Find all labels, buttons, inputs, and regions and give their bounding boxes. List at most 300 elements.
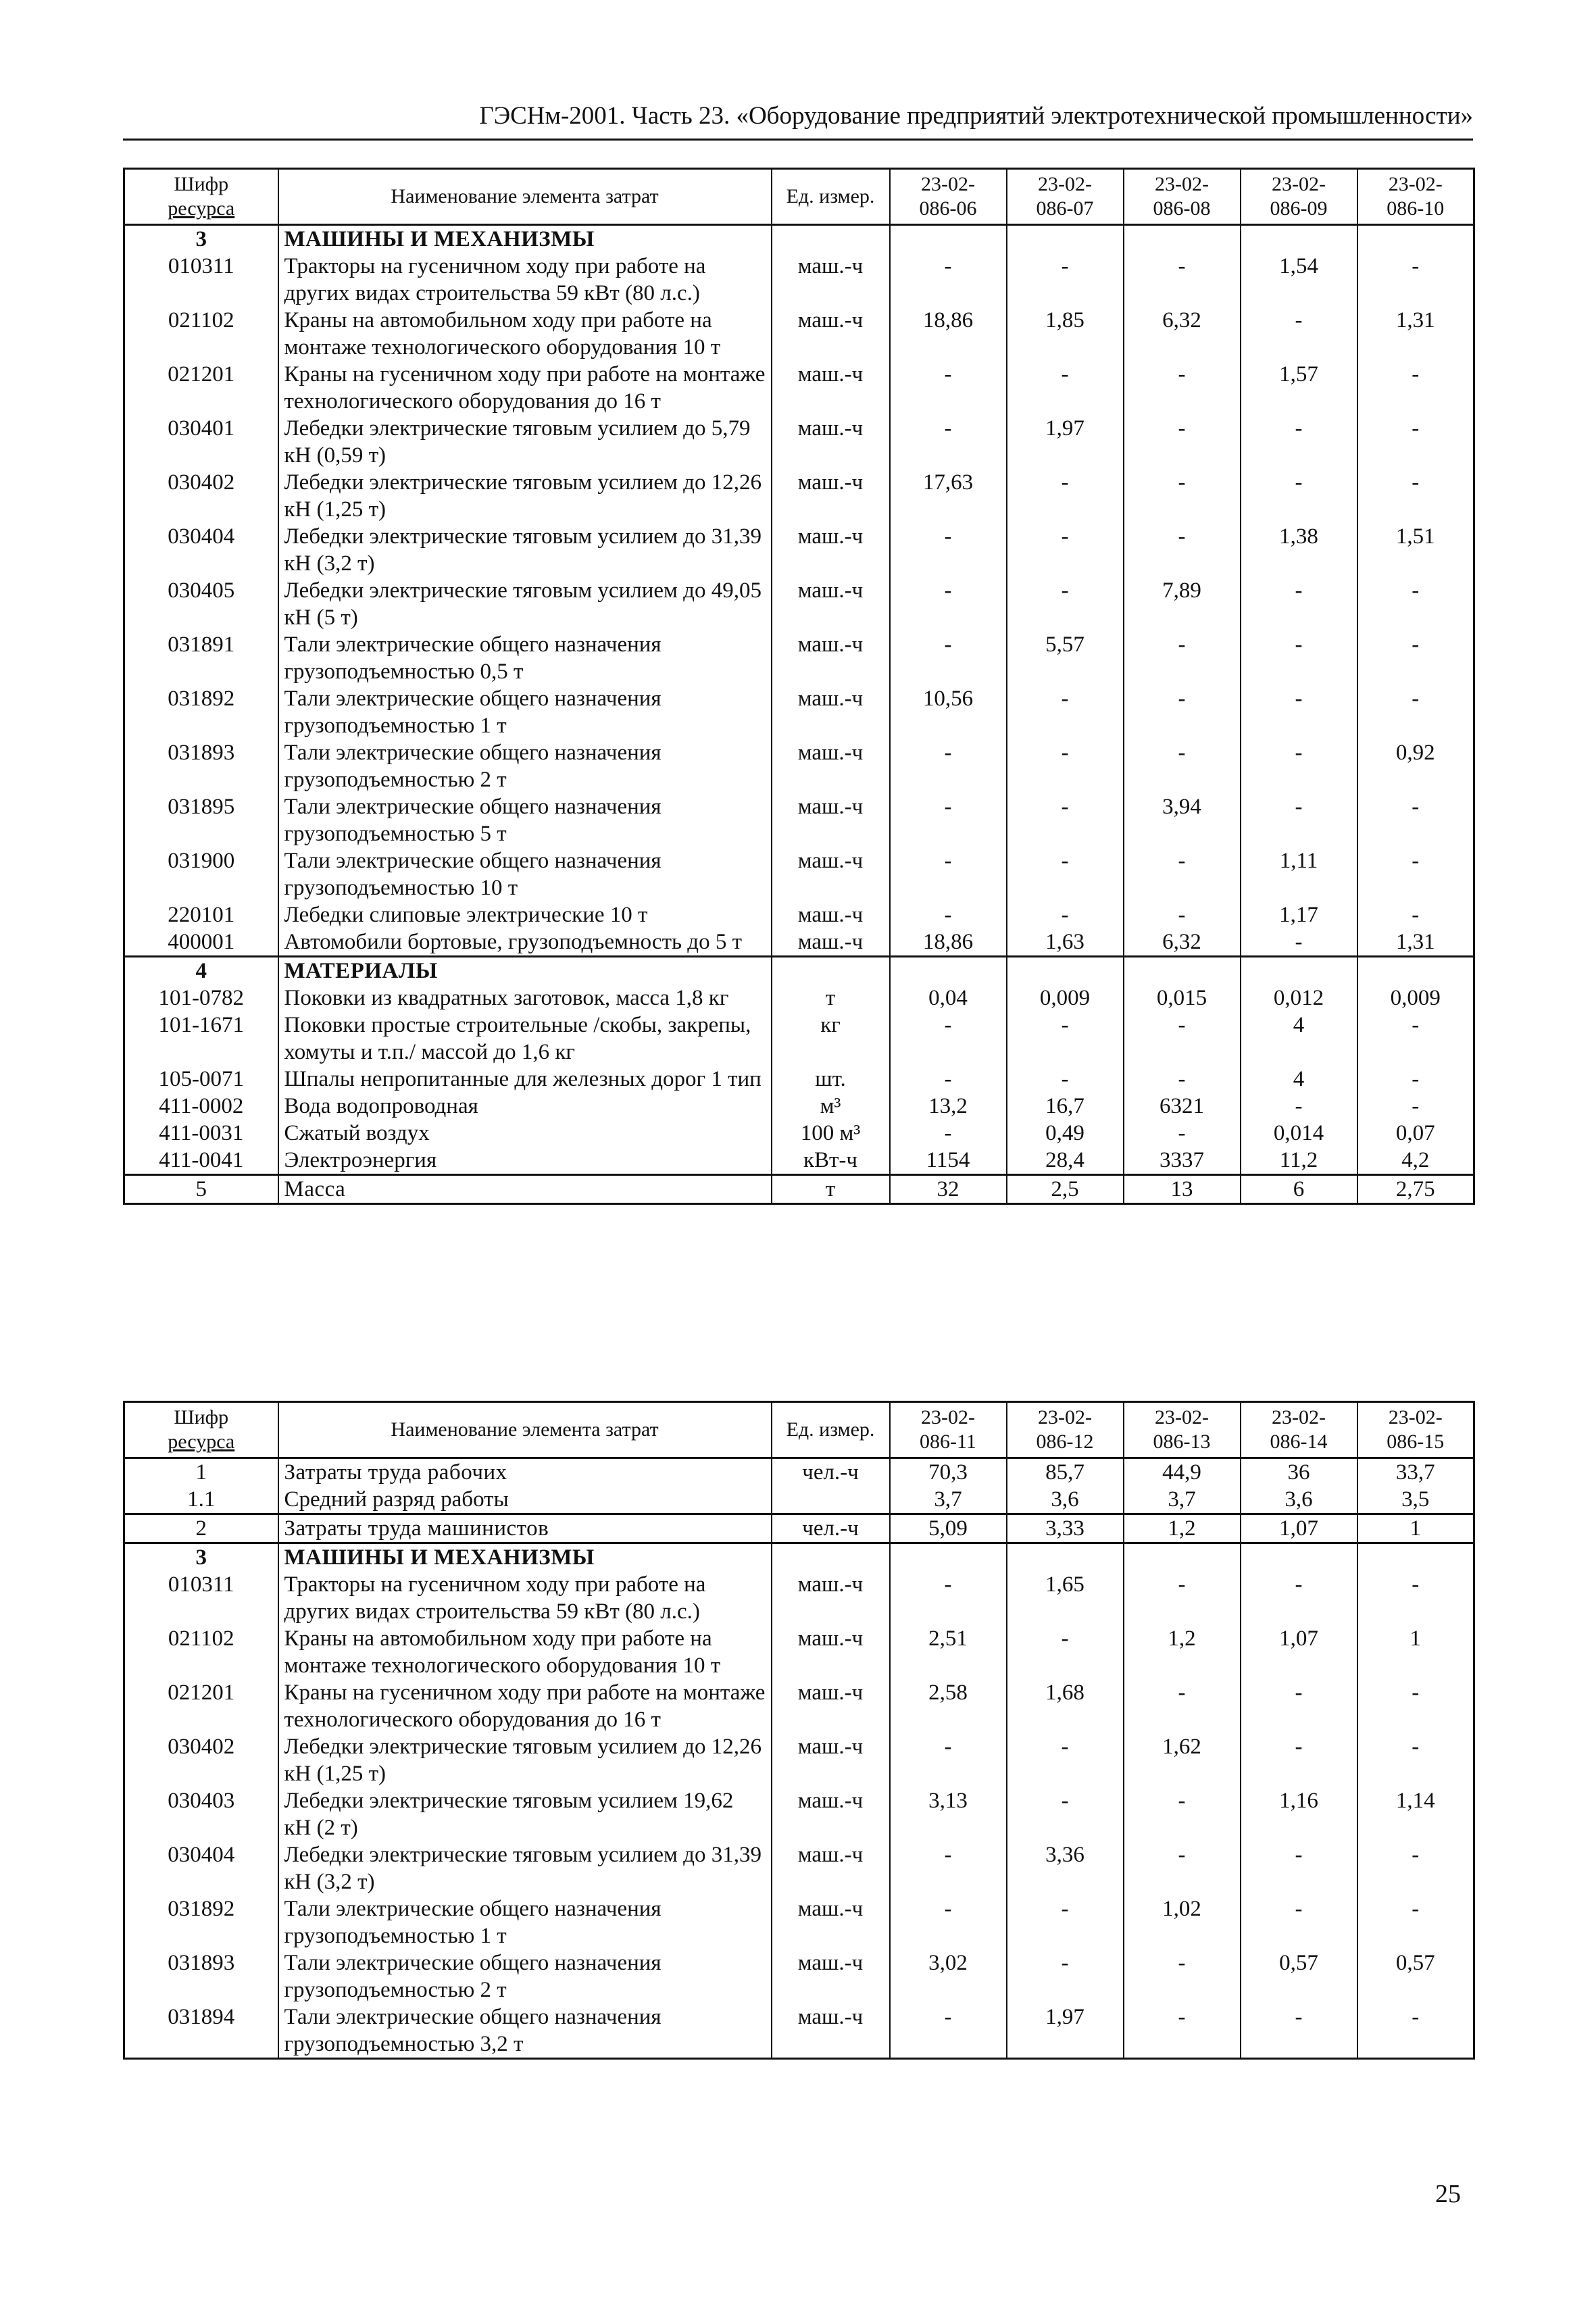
resource-code: 105-0071 [124, 1066, 278, 1093]
resource-name: Тали электрические общего назначения грузоподъемностью 1 т [278, 685, 772, 739]
norm-value: 0,012 [1241, 985, 1357, 1012]
norm-value: - [1124, 1949, 1241, 2003]
table-row [124, 631, 1474, 685]
table-row [124, 1625, 1474, 1679]
norm-value: - [1007, 1787, 1124, 1841]
resource-code: 021102 [124, 1625, 278, 1679]
norm-value: - [1241, 415, 1357, 469]
table-row [124, 1949, 1474, 2003]
resource-name: Поковки простые строительные /скобы, закрепы, хомуты и т.п./ массой до 1,6 кг [278, 1012, 772, 1066]
norm-value [890, 225, 1007, 253]
header-rule [123, 139, 1473, 141]
resource-code: 5 [124, 1175, 278, 1204]
norm-value: - [1124, 361, 1241, 415]
norm-value [1124, 957, 1241, 985]
norm-value: 2,51 [890, 1625, 1007, 1679]
norm-value [1241, 225, 1357, 253]
norm-value: - [1124, 901, 1241, 928]
norm-value: - [1357, 253, 1474, 307]
norm-value: - [1241, 685, 1357, 739]
norm-value: - [1124, 415, 1241, 469]
norm-value: - [1124, 1787, 1241, 1841]
resource-name: Электроэнергия [278, 1147, 772, 1175]
norm-value: - [1007, 1012, 1124, 1066]
norm-value: 1,14 [1357, 1787, 1474, 1841]
norm-value: - [1241, 1571, 1357, 1625]
resource-table-086-11-15 [123, 1401, 1475, 2060]
resource-code: 411-0002 [124, 1093, 278, 1120]
norm-value [1007, 957, 1124, 985]
norm-value: - [1357, 469, 1474, 523]
unit-of-measure: 100 м³ [772, 1120, 890, 1147]
norm-value: - [890, 631, 1007, 685]
resource-table-086-06-10 [123, 168, 1475, 1205]
norm-value: 1,62 [1124, 1733, 1241, 1787]
resource-name: Лебедки электрические тяговым усилием до 31,39 кН (3,2 т) [278, 1841, 772, 1895]
norm-value: - [1241, 1679, 1357, 1733]
resource-code: 101-0782 [124, 985, 278, 1012]
table-row [124, 469, 1474, 523]
norm-value: - [1241, 1093, 1357, 1120]
resource-name: Автомобили бортовые, грузоподъемность до 5 т [278, 928, 772, 957]
resource-name: Лебедки электрические тяговым усилием до 5,79 кН (0,59 т) [278, 415, 772, 469]
unit-of-measure: маш.-ч [772, 1949, 890, 2003]
resource-code: 1.1 [124, 1486, 278, 1514]
resource-name: Поковки из квадратных заготовок, масса 1,8 кг [278, 985, 772, 1012]
resource-code: 031893 [124, 1949, 278, 2003]
norm-value: - [1357, 685, 1474, 739]
unit-of-measure: маш.-ч [772, 469, 890, 523]
norm-value: 13,2 [890, 1093, 1007, 1120]
name-column-header: Наименование элемента затрат [278, 169, 772, 225]
norm-value: - [1007, 847, 1124, 901]
resource-code: 030404 [124, 1841, 278, 1895]
norm-value: - [1357, 2003, 1474, 2059]
norm-value: - [1124, 1679, 1241, 1733]
table-row [124, 253, 1474, 307]
norm-value: - [1357, 1012, 1474, 1066]
resource-name: Средний разряд работы [278, 1486, 772, 1514]
norm-value: - [890, 1571, 1007, 1625]
norm-value: 1154 [890, 1147, 1007, 1175]
table-row [124, 847, 1474, 901]
unit-of-measure [772, 957, 890, 985]
table-row [124, 685, 1474, 739]
resource-code: 031895 [124, 793, 278, 847]
norm-value: - [1007, 1949, 1124, 2003]
unit-of-measure: маш.-ч [772, 1733, 890, 1787]
table-row [124, 1093, 1474, 1120]
norm-value: 3,02 [890, 1949, 1007, 2003]
norm-value: 3,5 [1357, 1486, 1474, 1514]
norm-value: - [1357, 1679, 1474, 1733]
norm-value: 6,32 [1124, 928, 1241, 957]
norm-value: 1,38 [1241, 523, 1357, 577]
page-number: 25 [1435, 2180, 1461, 2208]
norm-value: 33,7 [1357, 1458, 1474, 1487]
norm-value: - [1124, 1841, 1241, 1895]
norm-value [1357, 957, 1474, 985]
norm-value: 44,9 [1124, 1458, 1241, 1487]
norm-value [890, 957, 1007, 985]
norm-value: 1,31 [1357, 307, 1474, 361]
table-row [124, 307, 1474, 361]
norm-value: - [890, 1895, 1007, 1949]
norm-value: - [1357, 901, 1474, 928]
norm-value: - [1124, 2003, 1241, 2059]
norm-value: - [1241, 793, 1357, 847]
unit-of-measure [772, 1486, 890, 1514]
norm-value: 10,56 [890, 685, 1007, 739]
resource-code: 010311 [124, 253, 278, 307]
table-row [124, 1787, 1474, 1841]
norm-column-header: 23-02- 086-11 [890, 1402, 1007, 1458]
norm-value: 3,6 [1241, 1486, 1357, 1514]
resource-name: Лебедки электрические тяговым усилием 19,62 кН (2 т) [278, 1787, 772, 1841]
norm-value: - [1124, 685, 1241, 739]
unit-of-measure: маш.-ч [772, 631, 890, 685]
norm-value [1241, 957, 1357, 985]
table-row [124, 793, 1474, 847]
table-row [124, 1571, 1474, 1625]
norm-value: - [1357, 1066, 1474, 1093]
norm-value: - [1007, 1625, 1124, 1679]
norm-value [1124, 1543, 1241, 1572]
norm-value: 1,97 [1007, 2003, 1124, 2059]
unit-of-measure: маш.-ч [772, 685, 890, 739]
norm-value: - [1357, 415, 1474, 469]
norm-value: - [890, 1841, 1007, 1895]
resource-code: 031893 [124, 739, 278, 793]
unit-of-measure: чел.-ч [772, 1458, 890, 1487]
table-row [124, 1679, 1474, 1733]
resource-name: Краны на автомобильном ходу при работе на монтаже технологического оборудования 10 т [278, 307, 772, 361]
norm-value: 1,51 [1357, 523, 1474, 577]
norm-value: - [1241, 1841, 1357, 1895]
norm-value: - [1357, 1571, 1474, 1625]
norm-value: 28,4 [1007, 1147, 1124, 1175]
norm-value: 85,7 [1007, 1458, 1124, 1487]
norm-value [1124, 225, 1241, 253]
section-row [124, 1175, 1474, 1204]
norm-value: - [1124, 1120, 1241, 1147]
resource-code: 031891 [124, 631, 278, 685]
norm-value: 0,015 [1124, 985, 1241, 1012]
resource-code: 031892 [124, 685, 278, 739]
unit-of-measure: маш.-ч [772, 1895, 890, 1949]
norm-value: - [1124, 631, 1241, 685]
resource-code: 3 [124, 225, 278, 253]
norm-value: 1,11 [1241, 847, 1357, 901]
norm-value: 3,33 [1007, 1514, 1124, 1543]
unit-of-measure: маш.-ч [772, 307, 890, 361]
norm-value: 1,54 [1241, 253, 1357, 307]
norm-column-header: 23-02- 086-10 [1357, 169, 1474, 225]
unit-of-measure: кВт-ч [772, 1147, 890, 1175]
norm-value: 6 [1241, 1175, 1357, 1204]
resource-code: 031892 [124, 1895, 278, 1949]
unit-of-measure: маш.-ч [772, 1571, 890, 1625]
norm-value: - [1124, 523, 1241, 577]
unit-of-measure [772, 225, 890, 253]
resource-name: Тали электрические общего назначения грузоподъемностью 10 т [278, 847, 772, 901]
norm-value: 4 [1241, 1012, 1357, 1066]
table-row [124, 1895, 1474, 1949]
unit-of-measure: маш.-ч [772, 793, 890, 847]
resource-code: 1 [124, 1458, 278, 1487]
unit-of-measure: маш.-ч [772, 1679, 890, 1733]
norm-value: - [1007, 739, 1124, 793]
norm-value: - [1241, 739, 1357, 793]
table-row [124, 928, 1474, 957]
norm-value: 1 [1357, 1625, 1474, 1679]
norm-value: 0,009 [1007, 985, 1124, 1012]
resource-name: Тали электрические общего назначения грузоподъемностью 0,5 т [278, 631, 772, 685]
norm-value: 18,86 [890, 307, 1007, 361]
resource-name: Вода водопроводная [278, 1093, 772, 1120]
norm-value: - [1241, 577, 1357, 631]
norm-value: - [1357, 577, 1474, 631]
unit-of-measure: маш.-ч [772, 415, 890, 469]
norm-value: 0,009 [1357, 985, 1474, 1012]
norm-value: - [1007, 361, 1124, 415]
norm-value: - [1357, 847, 1474, 901]
unit-of-measure: маш.-ч [772, 901, 890, 928]
norm-value [890, 1543, 1007, 1572]
norm-value: - [1241, 928, 1357, 957]
norm-value: - [1357, 1733, 1474, 1787]
norm-value: - [1241, 1733, 1357, 1787]
norm-value: 17,63 [890, 469, 1007, 523]
resource-name: Тракторы на гусеничном ходу при работе на других видах строительства 59 кВт (80 л.с.) [278, 1571, 772, 1625]
norm-value: 3,94 [1124, 793, 1241, 847]
norm-value: 4,2 [1357, 1147, 1474, 1175]
table-row [124, 1066, 1474, 1093]
table-header-row [124, 1402, 1474, 1458]
norm-value: - [1357, 793, 1474, 847]
section-row [124, 225, 1474, 253]
norm-value: 36 [1241, 1458, 1357, 1487]
table-header-row [124, 169, 1474, 225]
norm-value: - [1357, 631, 1474, 685]
norm-value: - [1357, 361, 1474, 415]
norm-value [1007, 225, 1124, 253]
unit-of-measure: маш.-ч [772, 1625, 890, 1679]
resource-name: Лебедки электрические тяговым усилием до 12,26 кН (1,25 т) [278, 469, 772, 523]
norm-value: - [1357, 1841, 1474, 1895]
resource-code: 030402 [124, 1733, 278, 1787]
unit-of-measure: м³ [772, 1093, 890, 1120]
resource-name: МАТЕРИАЛЫ [278, 957, 772, 985]
norm-value: - [890, 2003, 1007, 2059]
norm-value: - [1007, 1733, 1124, 1787]
section-row [124, 957, 1474, 985]
table-row [124, 2003, 1474, 2059]
table-row [124, 1120, 1474, 1147]
resource-code: 021201 [124, 361, 278, 415]
resource-code: 010311 [124, 1571, 278, 1625]
norm-value: - [1124, 253, 1241, 307]
resource-name: МАШИНЫ И МЕХАНИЗМЫ [278, 1543, 772, 1572]
unit-column-header: Ед. измер. [772, 1402, 890, 1458]
norm-value: 18,86 [890, 928, 1007, 957]
resource-name: Лебедки электрические тяговым усилием до 31,39 кН (3,2 т) [278, 523, 772, 577]
norm-value: 1,97 [1007, 415, 1124, 469]
norm-value: - [890, 577, 1007, 631]
norm-value: 32 [890, 1175, 1007, 1204]
table-row [124, 1486, 1474, 1514]
section-row [124, 1543, 1474, 1572]
norm-column-header: 23-02- 086-15 [1357, 1402, 1474, 1458]
unit-of-measure: маш.-ч [772, 1787, 890, 1841]
norm-value: 13 [1124, 1175, 1241, 1204]
unit-column-header: Ед. измер. [772, 169, 890, 225]
unit-of-measure: маш.-ч [772, 361, 890, 415]
unit-of-measure: кг [772, 1012, 890, 1066]
norm-value: - [1007, 1895, 1124, 1949]
resource-code: 400001 [124, 928, 278, 957]
norm-value: - [1007, 469, 1124, 523]
resource-name: Лебедки электрические тяговым усилием до 12,26 кН (1,25 т) [278, 1733, 772, 1787]
section-row [124, 1514, 1474, 1543]
norm-value [1357, 1543, 1474, 1572]
table-row [124, 577, 1474, 631]
resource-code: 030405 [124, 577, 278, 631]
code-column-header: Шифр ресурса [124, 1402, 278, 1458]
norm-value: - [1007, 523, 1124, 577]
norm-value: 1,85 [1007, 307, 1124, 361]
norm-value: 0,014 [1241, 1120, 1357, 1147]
norm-value: 1,2 [1124, 1625, 1241, 1679]
norm-value: 1,31 [1357, 928, 1474, 957]
resource-name: Затраты труда рабочих [278, 1458, 772, 1487]
resource-name: Тали электрические общего назначения грузоподъемностью 5 т [278, 793, 772, 847]
section-row [124, 1458, 1474, 1487]
norm-value: - [890, 361, 1007, 415]
table-row [124, 739, 1474, 793]
unit-of-measure: т [772, 1175, 890, 1204]
resource-name: Тали электрические общего назначения грузоподъемностью 1 т [278, 1895, 772, 1949]
norm-value: - [1007, 1066, 1124, 1093]
norm-column-header: 23-02- 086-12 [1007, 1402, 1124, 1458]
table-row [124, 523, 1474, 577]
norm-value: 3,36 [1007, 1841, 1124, 1895]
norm-value [1241, 1543, 1357, 1572]
resource-code: 031894 [124, 2003, 278, 2059]
norm-value: - [1007, 253, 1124, 307]
name-column-header: Наименование элемента затрат [278, 1402, 772, 1458]
norm-value: 0,04 [890, 985, 1007, 1012]
table-row [124, 985, 1474, 1012]
resource-name: Тали электрические общего назначения грузоподъемностью 3,2 т [278, 2003, 772, 2059]
norm-value: 1,07 [1241, 1625, 1357, 1679]
norm-column-header: 23-02- 086-09 [1241, 169, 1357, 225]
norm-value: 2,75 [1357, 1175, 1474, 1204]
table-row [124, 415, 1474, 469]
resource-code: 2 [124, 1514, 278, 1543]
norm-column-header: 23-02- 086-08 [1124, 169, 1241, 225]
resource-code: 3 [124, 1543, 278, 1572]
norm-value: - [890, 1066, 1007, 1093]
norm-value: 0,92 [1357, 739, 1474, 793]
resource-code: 101-1671 [124, 1012, 278, 1066]
table-row [124, 361, 1474, 415]
norm-value: 5,09 [890, 1514, 1007, 1543]
norm-value: 0,57 [1241, 1949, 1357, 2003]
norm-value: 11,2 [1241, 1147, 1357, 1175]
norm-value: 3337 [1124, 1147, 1241, 1175]
norm-value: 1,57 [1241, 361, 1357, 415]
norm-column-header: 23-02- 086-07 [1007, 169, 1124, 225]
norm-value: - [1007, 793, 1124, 847]
unit-of-measure: маш.-ч [772, 847, 890, 901]
unit-of-measure: чел.-ч [772, 1514, 890, 1543]
unit-of-measure: маш.-ч [772, 2003, 890, 2059]
norm-value: 1,17 [1241, 901, 1357, 928]
norm-value: - [890, 1012, 1007, 1066]
norm-value: 5,57 [1007, 631, 1124, 685]
resource-name: МАШИНЫ И МЕХАНИЗМЫ [278, 225, 772, 253]
code-column-header: Шифр ресурса [124, 169, 278, 225]
norm-value: - [1241, 469, 1357, 523]
norm-value: 1,16 [1241, 1787, 1357, 1841]
resource-code: 411-0041 [124, 1147, 278, 1175]
resource-name: Лебедки электрические тяговым усилием до 49,05 кН (5 т) [278, 577, 772, 631]
resource-name: Лебедки слиповые электрические 10 т [278, 901, 772, 928]
norm-value: 7,89 [1124, 577, 1241, 631]
norm-value: - [1124, 739, 1241, 793]
resource-name: Тракторы на гусеничном ходу при работе на других видах строительства 59 кВт (80 л.с.) [278, 253, 772, 307]
table-row [124, 1147, 1474, 1175]
norm-value: 3,13 [890, 1787, 1007, 1841]
table-row [124, 901, 1474, 928]
resource-name: Краны на гусеничном ходу при работе на монтаже технологического оборудования до 16 т [278, 1679, 772, 1733]
table-row [124, 1012, 1474, 1066]
resource-name: Краны на гусеничном ходу при работе на монтаже технологического оборудования до 16 т [278, 361, 772, 415]
norm-value: - [890, 793, 1007, 847]
norm-value: 3,7 [1124, 1486, 1241, 1514]
norm-value: - [890, 739, 1007, 793]
unit-of-measure: маш.-ч [772, 523, 890, 577]
norm-value: - [1007, 901, 1124, 928]
resource-code: 031900 [124, 847, 278, 901]
norm-value: - [890, 901, 1007, 928]
resource-name: Сжатый воздух [278, 1120, 772, 1147]
norm-value: 1,02 [1124, 1895, 1241, 1949]
norm-value: - [890, 1733, 1007, 1787]
norm-value: 1 [1357, 1514, 1474, 1543]
resource-code: 411-0031 [124, 1120, 278, 1147]
resource-name: Краны на автомобильном ходу при работе на монтаже технологического оборудования 10 т [278, 1625, 772, 1679]
unit-of-measure: маш.-ч [772, 253, 890, 307]
norm-value: 6,32 [1124, 307, 1241, 361]
norm-value: - [890, 1120, 1007, 1147]
norm-value: - [1124, 1066, 1241, 1093]
resource-name: Масса [278, 1175, 772, 1204]
resource-name: Шпалы непропитанные для железных дорог 1 тип [278, 1066, 772, 1093]
norm-value: 1,65 [1007, 1571, 1124, 1625]
norm-value [1007, 1543, 1124, 1572]
resource-code: 030402 [124, 469, 278, 523]
unit-of-measure: маш.-ч [772, 928, 890, 957]
resource-name: Затраты труда машинистов [278, 1514, 772, 1543]
norm-value: - [1357, 1093, 1474, 1120]
resource-code: 030404 [124, 523, 278, 577]
resource-name: Тали электрические общего назначения грузоподъемностью 2 т [278, 1949, 772, 2003]
norm-value: - [1124, 1571, 1241, 1625]
resource-code: 030401 [124, 415, 278, 469]
norm-value: - [890, 523, 1007, 577]
